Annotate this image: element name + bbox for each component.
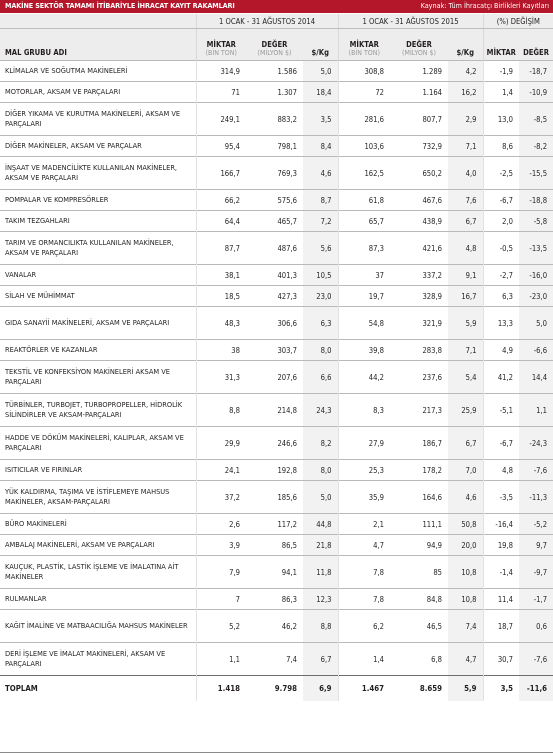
cell-miktar-2015: 7,8 [338,556,390,589]
group-header-change: (%) DEĞİŞİM [483,14,553,29]
cell-deger-2015: 467,6 [390,190,448,211]
cell-change-miktar: -3,5 [483,481,519,514]
cell-miktar-2015: 281,6 [338,103,390,136]
cell-deger-2015: 283,8 [390,340,448,361]
cell-change-miktar: 4,9 [483,340,519,361]
cell-deger-2014: 303,7 [246,340,303,361]
cell-miktar-2015: 35,9 [338,481,390,514]
bottom-rule [0,752,553,753]
total-label: TOPLAM [0,676,196,702]
header-deger-2014 [246,29,303,61]
cell-deger-2015: 178,2 [390,460,448,481]
cell-perkg-2014: 12,3 [303,589,338,610]
cell-miktar-2014: 71 [196,82,246,103]
cell-change-miktar: -1,9 [483,61,519,82]
cell-change-miktar: 6,3 [483,286,519,307]
header-miktar-2015-label: MİKTAR [349,40,379,49]
total-change-deger: -11,6 [519,676,553,702]
cell-change-miktar: -1,4 [483,556,519,589]
cell-perkg-2014: 6,3 [303,307,338,340]
header-change-miktar: MİKTAR [483,29,519,61]
header-miktar-2015-unit: (BİN TON) [348,49,380,57]
cell-miktar-2015: 162,5 [338,157,390,190]
cell-perkg-2015: 16,7 [448,286,483,307]
cell-deger-2014: 306,6 [246,307,303,340]
cell-miktar-2014: 3,9 [196,535,246,556]
cell-deger-2014: 798,1 [246,136,303,157]
header-perkg-2015: $/Kg [448,29,483,61]
row-name: HADDE VE DÖKÜM MAKİNELERİ, KALIPLAR, AKSAM VE PARÇALARI [0,427,196,460]
cell-deger-2014: 185,6 [246,481,303,514]
cell-perkg-2015: 7,4 [448,610,483,643]
table-row [0,340,553,361]
cell-miktar-2014: 38,1 [196,265,246,286]
row-name: VANALAR [0,265,196,286]
cell-perkg-2015: 4,6 [448,481,483,514]
row-name: TAKIM TEZGAHLARI [0,211,196,232]
cell-deger-2015: 732,9 [390,136,448,157]
cell-change-miktar: 13,0 [483,103,519,136]
cell-miktar-2014: 29,9 [196,427,246,460]
cell-perkg-2015: 7,1 [448,136,483,157]
cell-change-deger: -11,3 [519,481,553,514]
cell-miktar-2014: 66,2 [196,190,246,211]
cell-perkg-2015: 10,8 [448,589,483,610]
table-row [0,589,553,610]
cell-deger-2014: 86,3 [246,589,303,610]
table-row [0,190,553,211]
cell-perkg-2014: 8,0 [303,340,338,361]
table-row [0,211,553,232]
row-name: TARIM VE ORMANCILIKTA KULLANILAN MAKİNELER, AKSAM VE PARÇALARI [0,232,196,265]
cell-perkg-2015: 9,1 [448,265,483,286]
cell-change-deger: -24,3 [519,427,553,460]
row-name: KLİMALAR VE SOĞUTMA MAKİNELERİ [0,61,196,82]
cell-miktar-2015: 61,8 [338,190,390,211]
cell-change-deger: -7,6 [519,460,553,481]
cell-change-miktar: 18,7 [483,610,519,643]
table-row [0,103,553,136]
cell-miktar-2015: 87,3 [338,232,390,265]
row-name: MOTORLAR, AKSAM VE PARÇALARI [0,82,196,103]
header-perkg-2014: $/Kg [303,29,338,61]
cell-perkg-2015: 6,7 [448,211,483,232]
cell-deger-2014: 46,2 [246,610,303,643]
table-row [0,307,553,340]
cell-perkg-2014: 8,0 [303,460,338,481]
cell-change-deger: 0,6 [519,610,553,643]
total-perkg-2014: 6,9 [303,676,338,702]
cell-change-deger: -1,7 [519,589,553,610]
cell-change-miktar: -5,1 [483,394,519,427]
cell-deger-2014: 427,3 [246,286,303,307]
cell-perkg-2015: 2,9 [448,103,483,136]
cell-change-deger: 9,7 [519,535,553,556]
total-deger-2014: 9.798 [246,676,303,702]
table-row [0,232,553,265]
cell-perkg-2014: 44,8 [303,514,338,535]
cell-deger-2015: 111,1 [390,514,448,535]
cell-miktar-2015: 65,7 [338,211,390,232]
cell-perkg-2015: 4,0 [448,157,483,190]
cell-change-miktar: 41,2 [483,361,519,394]
row-name: AMBALAJ MAKİNELERİ, AKSAM VE PARÇALARI [0,535,196,556]
cell-miktar-2015: 103,6 [338,136,390,157]
cell-deger-2015: 321,9 [390,307,448,340]
header-miktar-2014-unit: (BİN TON) [205,49,237,57]
cell-miktar-2015: 308,8 [338,61,390,82]
cell-miktar-2015: 7,8 [338,589,390,610]
cell-deger-2014: 86,5 [246,535,303,556]
table-title-bar [0,0,553,13]
cell-deger-2014: 883,2 [246,103,303,136]
cell-miktar-2015: 54,8 [338,307,390,340]
table-row [0,514,553,535]
cell-miktar-2014: 166,7 [196,157,246,190]
cell-change-deger: -18,7 [519,61,553,82]
cell-deger-2014: 7,4 [246,643,303,676]
cell-miktar-2014: 37,2 [196,481,246,514]
cell-deger-2015: 94,9 [390,535,448,556]
row-name: REAKTÖRLER VE KAZANLAR [0,340,196,361]
row-name: TEKSTİL VE KONFEKSİYON MAKİNELERİ AKSAM VE PARÇALARI [0,361,196,394]
cell-perkg-2015: 25,9 [448,394,483,427]
header-miktar-2014 [196,29,246,61]
cell-miktar-2014: 7,9 [196,556,246,589]
cell-change-deger: -18,8 [519,190,553,211]
table-row [0,361,553,394]
table-row [0,394,553,427]
cell-miktar-2015: 19,7 [338,286,390,307]
cell-change-deger: -5,8 [519,211,553,232]
cell-miktar-2015: 44,2 [338,361,390,394]
cell-change-miktar: 2,0 [483,211,519,232]
table-row [0,556,553,589]
cell-deger-2014: 246,6 [246,427,303,460]
header-deger-2014-unit: (MİLYON $) [257,49,292,57]
cell-miktar-2015: 8,3 [338,394,390,427]
cell-deger-2015: 84,8 [390,589,448,610]
cell-deger-2015: 650,2 [390,157,448,190]
cell-deger-2014: 769,3 [246,157,303,190]
row-name: BÜRO MAKİNELERİ [0,514,196,535]
cell-perkg-2014: 11,8 [303,556,338,589]
table-title: MAKİNE SEKTÖR TAMAMI İTİBARİYLE İHRACAT KAYIT RAKAMLARI [5,1,235,10]
cell-change-miktar: 30,7 [483,643,519,676]
cell-deger-2015: 186,7 [390,427,448,460]
row-name: DİĞER YIKAMA VE KURUTMA MAKİNELERİ, AKSAM VE PARÇALARI [0,103,196,136]
cell-change-miktar: 13,3 [483,307,519,340]
table-row [0,61,553,82]
header-miktar-2014-label: MİKTAR [206,40,236,49]
table-row [0,643,553,676]
header-deger-2015-unit: (MİLYON $) [402,49,436,57]
cell-change-deger: 1,1 [519,394,553,427]
cell-miktar-2015: 27,9 [338,427,390,460]
cell-deger-2015: 46,5 [390,610,448,643]
export-table [0,14,553,701]
cell-deger-2014: 575,6 [246,190,303,211]
cell-perkg-2015: 4,2 [448,61,483,82]
cell-change-miktar: -16,4 [483,514,519,535]
cell-miktar-2014: 7 [196,589,246,610]
cell-perkg-2014: 6,6 [303,361,338,394]
cell-miktar-2014: 48,3 [196,307,246,340]
cell-deger-2015: 85 [390,556,448,589]
cell-miktar-2014: 1,1 [196,643,246,676]
row-name: GIDA SANAYİİ MAKİNELERİ, AKSAM VE PARÇALARI [0,307,196,340]
cell-deger-2015: 438,9 [390,211,448,232]
row-name: RULMANLAR [0,589,196,610]
cell-miktar-2014: 95,4 [196,136,246,157]
table-row [0,610,553,643]
cell-miktar-2014: 24,1 [196,460,246,481]
row-name: POMPALAR VE KOMPRESÖRLER [0,190,196,211]
row-name: SİLAH VE MÜHİMMAT [0,286,196,307]
cell-change-deger: -13,5 [519,232,553,265]
row-name: YÜK KALDIRMA, TAŞIMA VE İSTİFLEMEYE MAHSUS MAKİNELER, AKSAM-PARÇALARI [0,481,196,514]
row-name: ISITICILAR VE FIRINLAR [0,460,196,481]
cell-miktar-2014: 38 [196,340,246,361]
cell-perkg-2015: 6,7 [448,427,483,460]
table-row [0,535,553,556]
header-miktar-2015 [338,29,390,61]
cell-perkg-2015: 10,8 [448,556,483,589]
cell-deger-2015: 1.164 [390,82,448,103]
cell-perkg-2014: 3,5 [303,103,338,136]
cell-deger-2015: 164,6 [390,481,448,514]
table-row [0,427,553,460]
cell-miktar-2014: 5,2 [196,610,246,643]
cell-deger-2014: 1.586 [246,61,303,82]
table-row [0,265,553,286]
cell-perkg-2015: 7,6 [448,190,483,211]
cell-change-deger: 14,4 [519,361,553,394]
cell-perkg-2015: 4,8 [448,232,483,265]
table-body [0,61,553,676]
cell-perkg-2014: 6,7 [303,643,338,676]
cell-change-miktar: 1,4 [483,82,519,103]
cell-perkg-2015: 5,9 [448,307,483,340]
cell-perkg-2015: 4,7 [448,643,483,676]
cell-miktar-2014: 31,3 [196,361,246,394]
cell-deger-2015: 1.289 [390,61,448,82]
total-perkg-2015: 5,9 [448,676,483,702]
cell-miktar-2015: 4,7 [338,535,390,556]
cell-change-miktar: -6,7 [483,190,519,211]
cell-change-deger: -7,6 [519,643,553,676]
cell-deger-2015: 807,7 [390,103,448,136]
cell-change-deger: -15,5 [519,157,553,190]
cell-miktar-2014: 249,1 [196,103,246,136]
cell-deger-2014: 465,7 [246,211,303,232]
cell-change-deger: -9,7 [519,556,553,589]
cell-miktar-2014: 64,4 [196,211,246,232]
cell-perkg-2014: 8,4 [303,136,338,157]
row-name: KAĞIT İMALİNE VE MATBAACILIĞA MAHSUS MAKİNELER [0,610,196,643]
cell-change-deger: -23,0 [519,286,553,307]
cell-miktar-2014: 2,6 [196,514,246,535]
source-note: Kaynak: Tüm İhracatçı Birlikleri Kayıtları [420,1,549,10]
table-row [0,460,553,481]
header-deger-2015 [390,29,448,61]
cell-deger-2015: 237,6 [390,361,448,394]
cell-miktar-2015: 6,2 [338,610,390,643]
cell-perkg-2015: 7,0 [448,460,483,481]
cell-perkg-2014: 5,0 [303,61,338,82]
cell-perkg-2014: 8,8 [303,610,338,643]
table-row [0,481,553,514]
table-row [0,157,553,190]
cell-miktar-2015: 72 [338,82,390,103]
group-header-2014: 1 OCAK - 31 AĞUSTOS 2014 [196,14,338,29]
cell-perkg-2015: 7,1 [448,340,483,361]
cell-perkg-2015: 20,0 [448,535,483,556]
column-header-row [0,29,553,61]
cell-perkg-2014: 5,0 [303,481,338,514]
row-name: İNŞAAT VE MADENCİLİKTE KULLANILAN MAKİNELER, AKSAM VE PARÇALARI [0,157,196,190]
row-name: KAUÇUK, PLASTİK, LASTİK İŞLEME VE İMALATINA AİT MAKİNELER [0,556,196,589]
cell-change-deger: -5,2 [519,514,553,535]
cell-deger-2015: 6,8 [390,643,448,676]
cell-perkg-2014: 10,5 [303,265,338,286]
cell-deger-2014: 487,6 [246,232,303,265]
cell-change-miktar: -2,5 [483,157,519,190]
row-name: DERİ İŞLEME VE İMALAT MAKİNELERİ, AKSAM VE PARÇALARI [0,643,196,676]
row-name: DİĞER MAKİNELER, AKSAM VE PARÇALAR [0,136,196,157]
total-change-miktar: 3,5 [483,676,519,702]
table-row [0,136,553,157]
cell-miktar-2015: 39,8 [338,340,390,361]
cell-perkg-2014: 5,6 [303,232,338,265]
cell-perkg-2014: 18,4 [303,82,338,103]
cell-change-deger: -6,6 [519,340,553,361]
cell-deger-2015: 328,9 [390,286,448,307]
cell-change-deger: -10,9 [519,82,553,103]
total-miktar-2014: 1.418 [196,676,246,702]
table-row [0,286,553,307]
cell-change-miktar: 4,8 [483,460,519,481]
cell-deger-2015: 421,6 [390,232,448,265]
cell-deger-2015: 217,3 [390,394,448,427]
cell-miktar-2014: 8,8 [196,394,246,427]
header-change-deger: DEĞER [519,29,553,61]
header-mal-grubu: MAL GRUBU ADI [0,29,196,61]
cell-perkg-2015: 16,2 [448,82,483,103]
cell-change-miktar: -2,7 [483,265,519,286]
cell-miktar-2015: 37 [338,265,390,286]
cell-perkg-2014: 8,2 [303,427,338,460]
cell-change-miktar: -6,7 [483,427,519,460]
cell-change-miktar: 19,8 [483,535,519,556]
cell-perkg-2014: 7,2 [303,211,338,232]
cell-change-deger: -8,2 [519,136,553,157]
cell-perkg-2014: 4,6 [303,157,338,190]
cell-deger-2014: 401,3 [246,265,303,286]
cell-change-deger: -8,5 [519,103,553,136]
cell-change-miktar: 11,4 [483,589,519,610]
cell-perkg-2014: 23,0 [303,286,338,307]
cell-miktar-2014: 314,9 [196,61,246,82]
cell-perkg-2015: 50,8 [448,514,483,535]
cell-change-miktar: -0,5 [483,232,519,265]
cell-deger-2015: 337,2 [390,265,448,286]
row-name: TÜRBİNLER, TURBOJET, TURBOPROPELLER, HİDROLİK SİLİNDİRLER VE AKSAM-PARÇALARI [0,394,196,427]
table-row [0,82,553,103]
cell-deger-2014: 94,1 [246,556,303,589]
cell-miktar-2015: 1,4 [338,643,390,676]
total-miktar-2015: 1.467 [338,676,390,702]
cell-deger-2014: 192,8 [246,460,303,481]
header-deger-2015-label: DEĞER [406,40,432,49]
cell-deger-2014: 117,2 [246,514,303,535]
cell-perkg-2014: 24,3 [303,394,338,427]
total-deger-2015: 8.659 [390,676,448,702]
cell-deger-2014: 1.307 [246,82,303,103]
cell-change-deger: 5,0 [519,307,553,340]
cell-deger-2014: 207,6 [246,361,303,394]
cell-deger-2014: 214,8 [246,394,303,427]
cell-miktar-2014: 87,7 [196,232,246,265]
cell-change-deger: -16,0 [519,265,553,286]
blank-header-cell [0,14,196,29]
cell-miktar-2014: 18,5 [196,286,246,307]
cell-perkg-2014: 21,8 [303,535,338,556]
cell-miktar-2015: 2,1 [338,514,390,535]
total-row [0,676,553,702]
cell-perkg-2015: 5,4 [448,361,483,394]
cell-miktar-2015: 25,3 [338,460,390,481]
header-deger-2014-label: DEĞER [261,40,288,49]
cell-change-miktar: 8,6 [483,136,519,157]
column-group-row [0,14,553,29]
group-header-2015: 1 OCAK - 31 AĞUSTOS 2015 [338,14,483,29]
cell-perkg-2014: 8,7 [303,190,338,211]
